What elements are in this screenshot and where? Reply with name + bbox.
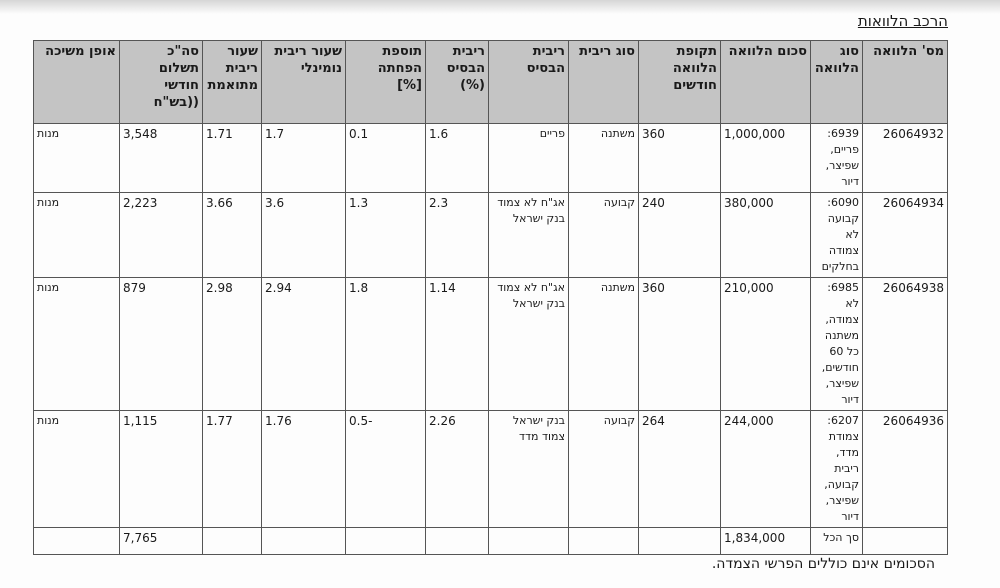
cell-empty: [863, 528, 948, 555]
cell-base: פריים: [489, 124, 569, 193]
cell-base-pct: 1.14: [426, 278, 489, 411]
table-row: [34, 193, 948, 278]
cell-period: 264: [639, 411, 721, 528]
cell-empty: [639, 528, 721, 555]
scan-top-shade: [0, 0, 1000, 14]
cell-amount: 244,000: [721, 411, 811, 528]
cell-withdrawal: מנות: [34, 411, 120, 528]
header-period: תקופת הלוואה חודשים: [639, 41, 721, 124]
cell-adjusted: 3.66: [203, 193, 262, 278]
table-row: [34, 278, 948, 411]
cell-rate-type: קבועה: [569, 193, 639, 278]
cell-loan-no: 26064938: [863, 278, 948, 411]
total-row: [34, 528, 948, 555]
header-loan-type: סוג הלוואה: [811, 41, 863, 124]
header-loan-no: מס' הלוואה: [863, 41, 948, 124]
cell-base-pct: 1.6: [426, 124, 489, 193]
cell-empty: [346, 528, 426, 555]
cell-loan-type: 6985: לא צמודה, משתנה כל 60 חודשים, שפיצר, דיור: [811, 278, 863, 411]
cell-base: בנק ישראל צמוד מדד: [489, 411, 569, 528]
cell-nominal: 2.94: [262, 278, 346, 411]
cell-adjusted: 1.71: [203, 124, 262, 193]
footnote: הסכומים אינם כוללים הפרשי הצמדה.: [711, 556, 935, 572]
cell-discount: 0.1: [346, 124, 426, 193]
header-adjusted: שעור ריבית מתואמת: [203, 41, 262, 124]
cell-empty: [203, 528, 262, 555]
cell-nominal: 1.76: [262, 411, 346, 528]
cell-discount: 1.3: [346, 193, 426, 278]
table-row: [34, 411, 948, 528]
header-nominal: שעור ריבית נומינלי: [262, 41, 346, 124]
cell-loan-type: 6090: קבועה לא צמודה בחלקים: [811, 193, 863, 278]
cell-empty: [426, 528, 489, 555]
cell-loan-type: 6207: צמודת מדד, ריבית קבועה, שפיצר, דיור: [811, 411, 863, 528]
cell-empty: [489, 528, 569, 555]
cell-discount: -0.5: [346, 411, 426, 528]
total-amount: 1,834,000: [721, 528, 811, 555]
cell-base-pct: 2.3: [426, 193, 489, 278]
cell-empty: [262, 528, 346, 555]
cell-base: אג"ח לא צמוד בנק ישראל: [489, 193, 569, 278]
header-base: ריבית הבסיס: [489, 41, 569, 124]
cell-withdrawal: מנות: [34, 278, 120, 411]
cell-rate-type: קבועה: [569, 411, 639, 528]
table-header-row: [34, 41, 948, 124]
cell-adjusted: 2.98: [203, 278, 262, 411]
cell-nominal: 3.6: [262, 193, 346, 278]
cell-amount: 380,000: [721, 193, 811, 278]
cell-period: 240: [639, 193, 721, 278]
header-rate-type: סוג ריבית: [569, 41, 639, 124]
cell-base: אג"ח לא צמוד בנק ישראל: [489, 278, 569, 411]
total-label: סך הכל: [811, 528, 863, 555]
cell-rate-type: משתנה: [569, 278, 639, 411]
loans-table: [33, 40, 948, 555]
header-monthly: סה"כ תשלום חודשי ((בש"ח: [120, 41, 203, 124]
cell-amount: 210,000: [721, 278, 811, 411]
total-monthly: 7,765: [120, 528, 203, 555]
cell-monthly: 879: [120, 278, 203, 411]
cell-base-pct: 2.26: [426, 411, 489, 528]
page-title: הרכב הלוואות: [857, 12, 948, 30]
cell-discount: 1.8: [346, 278, 426, 411]
cell-loan-type: 6939: פריים, שפיצר, דיור: [811, 124, 863, 193]
header-base-pct: ריבית הבסיס (%): [426, 41, 489, 124]
cell-loan-no: 26064934: [863, 193, 948, 278]
cell-withdrawal: מנות: [34, 193, 120, 278]
header-amount: סכום הלוואה: [721, 41, 811, 124]
cell-amount: 1,000,000: [721, 124, 811, 193]
cell-monthly: 2,223: [120, 193, 203, 278]
cell-period: 360: [639, 278, 721, 411]
cell-adjusted: 1.77: [203, 411, 262, 528]
header-discount: תוספת הפחתה [%]: [346, 41, 426, 124]
cell-withdrawal: מנות: [34, 124, 120, 193]
table-row: [34, 124, 948, 193]
cell-loan-no: 26064936: [863, 411, 948, 528]
cell-loan-no: 26064932: [863, 124, 948, 193]
header-withdrawal: אופן משיכה: [34, 41, 120, 124]
cell-nominal: 1.7: [262, 124, 346, 193]
cell-empty: [34, 528, 120, 555]
cell-empty: [569, 528, 639, 555]
cell-monthly: 3,548: [120, 124, 203, 193]
cell-monthly: 1,115: [120, 411, 203, 528]
cell-rate-type: משתנה: [569, 124, 639, 193]
cell-period: 360: [639, 124, 721, 193]
